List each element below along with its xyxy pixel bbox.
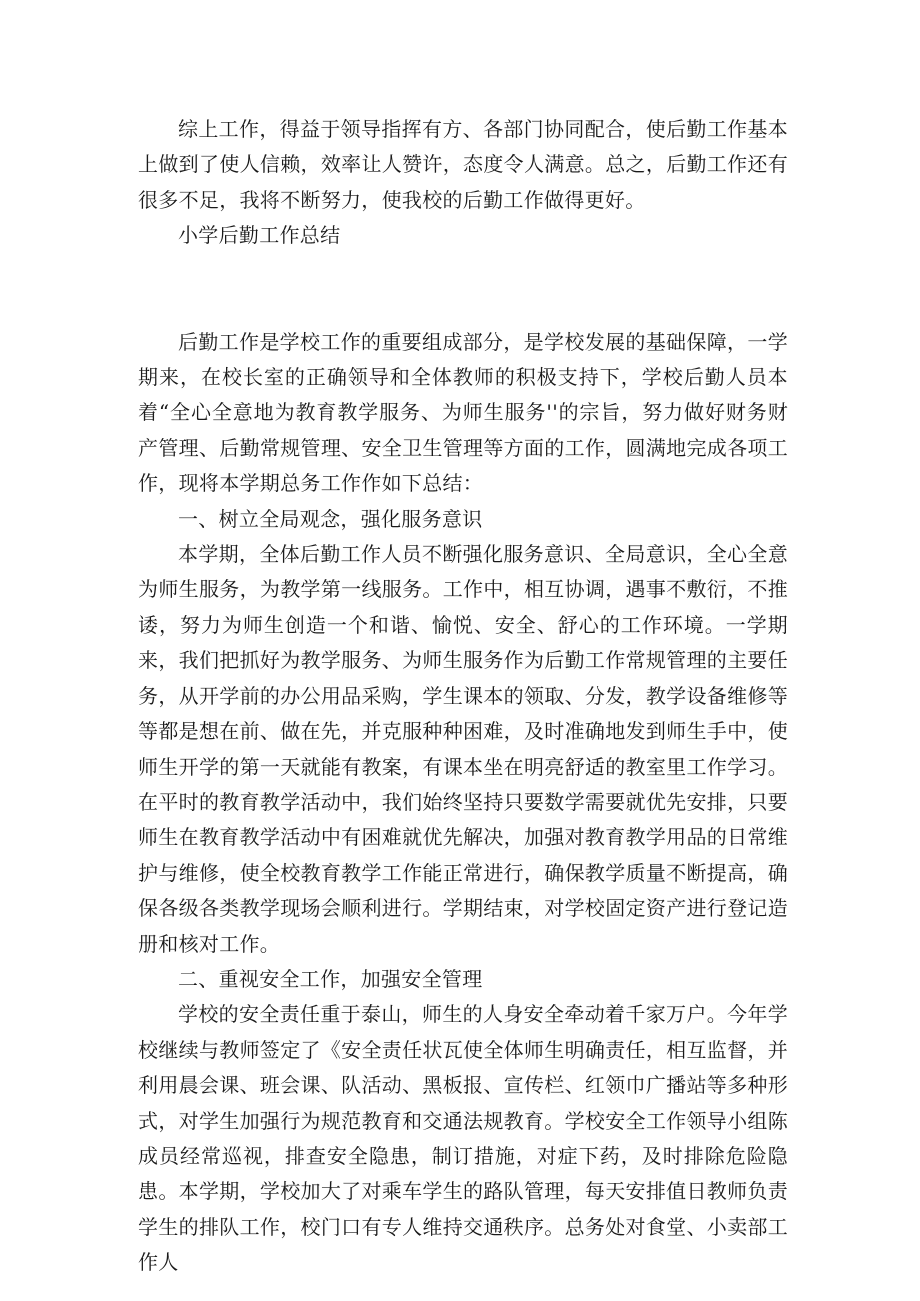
section-1-paragraph: 本学期，全体后勤工作人员不断强化服务意识、全局意识，全心全意为师生服务，为教学第一线服务。工作中，相互协调，遇事不敷衍，不推诿，努力为师生创造一个和谐、愉悦、安全、舒心的工作环境。一学期来，我们把抓好为教学服务、为师生服务作为后勤工作常规管理的主要任务，从开学前的办公用品采购，学生课本的领取、分发，教学设备维修等等都是想在前、做在先，并克服种种困难，及时准确地发到师生手中，使师生开学的第一天就能有教案，有课本坐在明亮舒适的教室里工作学习。在平时的教育教学活动中，我们始终坚持只要数学需要就优先安排，只要师生在教育教学活动中有困难就优先解决，加强对教育教学用品的日常维护与维修，使全校教育教学工作能正常进行，确保教学质量不断提高，确保各级各类教学现场会顺利进行。学期结束，对学校固定资产进行登记造册和核对工作。 [138, 542, 788, 956]
intro-paragraph: 后勤工作是学校工作的重要组成部分，是学校发展的基础保障，一学期来，在校长室的正确领导和全体教师的积极支持下，学校后勤人员本着“全心全意地为教育教学服务、为师生服务''的宗旨，努力做好财务财产管理、后勤常规管理、安全卫生管理等方面的工作，圆满地完成各项工作，现将本学期总务工作作如下总结： [138, 329, 788, 496]
closing-paragraph: 综上工作，得益于领导指挥有方、各部门协同配合，使后勤工作基本上做到了使人信赖，效率让人赞许，态度令人满意。总之，后勤工作还有很多不足，我将不断努力，使我校的后勤工作做得更好。 [138, 117, 788, 212]
section-heading-1: 一、树立全局观念，强化服务意识 [178, 506, 483, 531]
section-2-paragraph: 学校的安全责任重于泰山，师生的人身安全牵动着千家万户。今年学校继续与教师签定了《安全责任状瓦使全体师生明确责任，相互监督，并利用晨会课、班会课、队活动、黑板报、宣传栏、红领巾广播站等多种形式，对学生加强行为规范教育和交通法规教育。学校安全工作领导小组陈成员经常巡视，排查安全隐患，制订措施，对症下药，及时排除危险隐患。本学期，学校加大了对乘车学生的路队管理，每天安排值日教师负责学生的排队工作，校门口有专人维持交通秩序。总务处对食堂、小卖部工作人 [138, 1002, 788, 1275]
document-title: 小学后勤工作总结 [178, 223, 341, 248]
document-body [138, 112, 788, 1281]
section-heading-2: 二、重视安全工作，加强安全管理 [178, 966, 483, 991]
